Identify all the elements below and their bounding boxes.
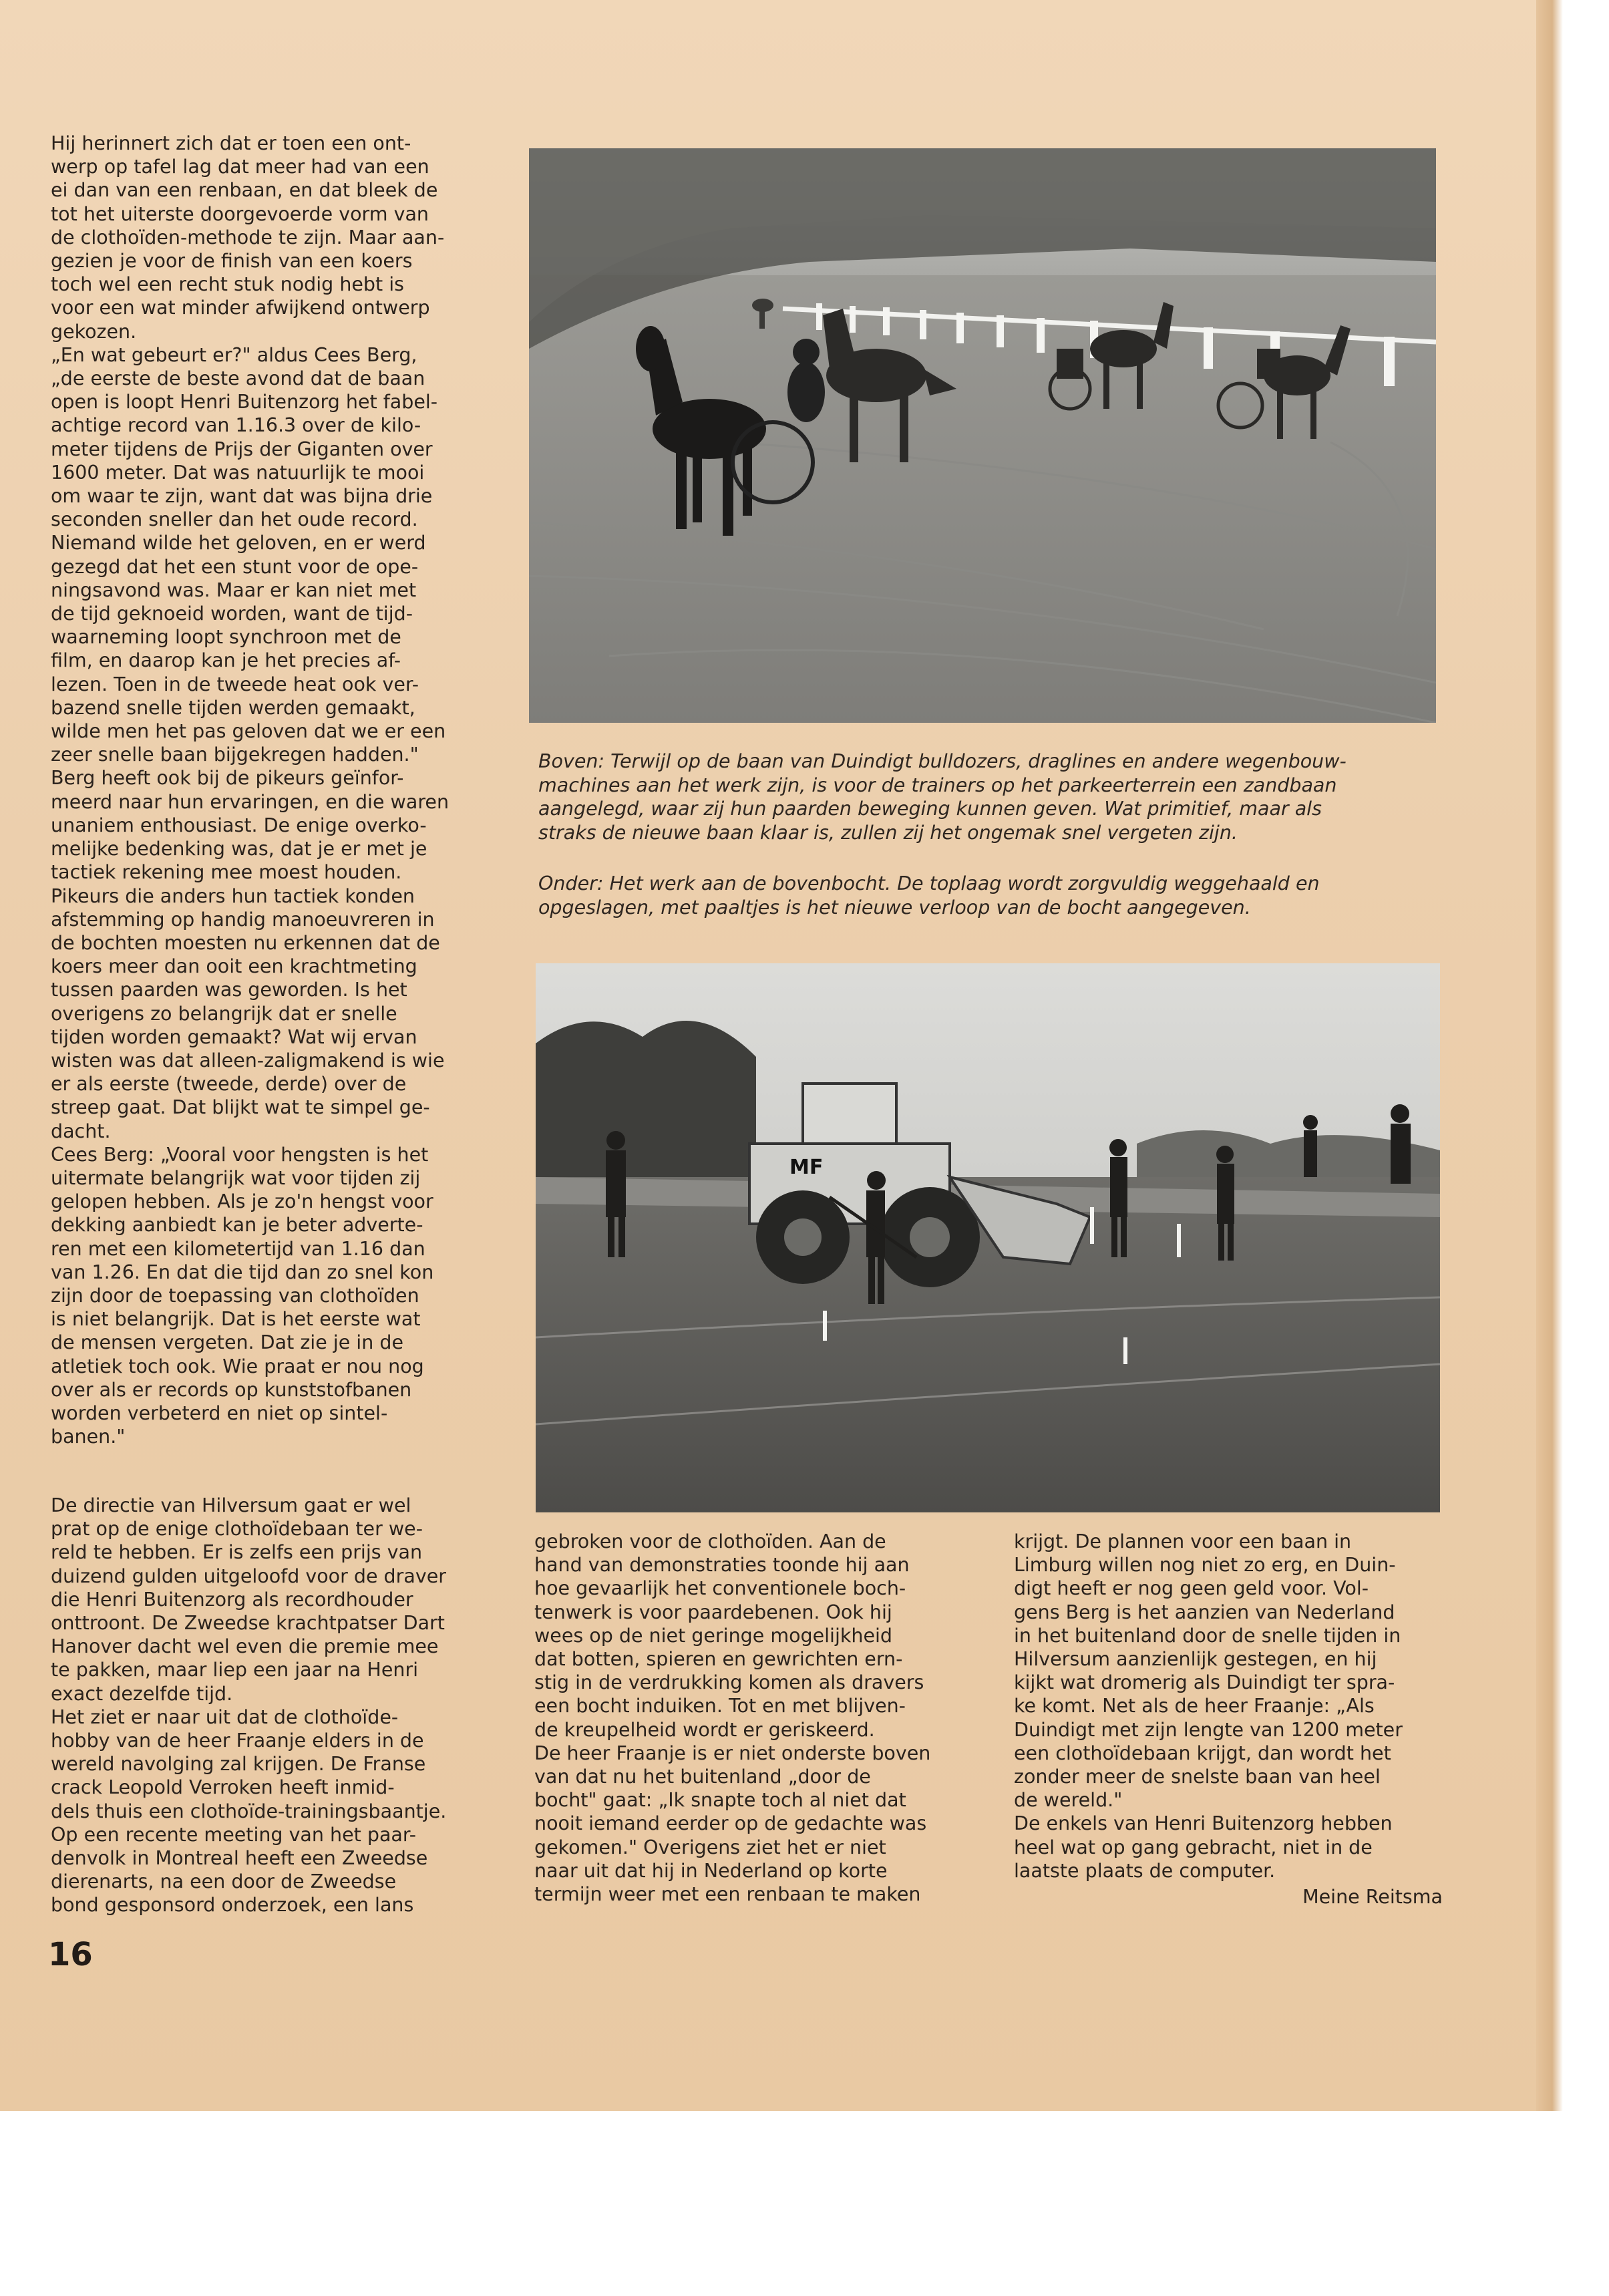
article-column-1-bottom: De directie van Hilversum gaat er wel prat op de enige clothoïdebaan ter we- reld te hebben. Er is zelfs een prijs van duizend gulden uitgeloofd voor de draver die Henri Buitenzorg als recordhouder onttroont. De Zweedse krachtpatser Dart Hanover dacht wel even die premie mee te pakken, maar liep een jaar na Henri exact dezelfde tijd. Het ziet er naar uit dat de clothoïde- hobby van de heer Fraanje elders in de wereld navolging zal krijgen. De Franse crack Leopold Verroken heeft inmid- dels thuis een clothoïde-trainingsbaantje. Op een recente meeting van het paar- denvolk in Montreal heeft een Zweedse dierenarts, na een door de Zweedse bond gesponsord onderzoek, een lans: [51, 1494, 447, 1917]
loader-mark: MF: [789, 1156, 824, 1179]
article-column-2: gebroken voor de clothoïden. Aan de hand van demonstraties toonde hij aan hoe gevaarlijk het conventionele boch- tenwerk is voor paardebenen. Ook hij wees op de niet geringe mogelijkheid dat botten, spieren en gewrichten ern- stig in de verdrukking komen als dravers een bocht induiken. Tot en met blijven- de kreupelheid wordt er geriskeerd. De heer Fraanje is er niet onderste boven van dat nu het buitenland „door de bocht" gaat: „Ik snapte toch al niet dat nooit iemand eerder op de gedachte was gekomen." Overigens ziet het er niet naar uit dat hij in Nederland op korte termijn weer met een renbaan te maken: [534, 1530, 931, 1906]
photo-horses-training: [529, 148, 1436, 723]
caption-bottom-photo: Onder: Het werk aan de bovenbocht. De toplaag wordt zorgvuldig weggehaald en opgeslagen, met paaltjes is het nieuwe verloop van de bocht aangegeven.: [538, 872, 1320, 919]
page-number: 16: [48, 1936, 93, 1973]
caption-top-photo: Boven: Terwijl op de baan van Duindigt bulldozers, draglines en andere wegenbouw- machines aan het werk zijn, is voor de trainers op het parkeerterrein een zandbaan aangelegd, waar zij hun paarden beweging kunnen geven. Wat primitief, maar als straks de nieuwe baan klaar is, zullen zij het ongemak snel vergeten zijn.: [538, 750, 1347, 844]
article-author: Meine Reitsma: [1302, 1886, 1443, 1908]
article-column-3: krijgt. De plannen voor een baan in Limburg willen nog niet zo erg, en Duin- digt heeft er nog geen geld voor. Vol- gens Berg is het aanzien van Nederland in het buitenland door de snelle tijden in Hilversum aanzienlijk gestegen, en hij kijkt wat dromerig als Duindigt ter spra- ke komt. Net als de heer Fraanje: „Als Duindigt met zijn lengte van 1200 meter een clothoïdebaan krijgt, dan wordt het zonder meer de snelste baan van heel de wereld." De enkels van Henri Buitenzorg hebben heel wat op gang gebracht, niet in de laatste plaats de computer.: [1014, 1530, 1403, 1882]
photo-earthworks-bend: [536, 963, 1440, 1512]
article-column-1-top: Hij herinnert zich dat er toen een ont- werp op tafel lag dat meer had van een ei dan van een renbaan, en dat bleek de tot het uiterste doorgevoerde vorm van de clothoïden-methode te zijn. Maar aan- gezien je voor de finish van een koers toch wel een recht stuk nodig hebt is voor een wat minder afwijkend ontwerp gekozen. „En wat gebeurt er?" aldus Cees Berg, „de eerste de beste avond dat de baan open is loopt Henri Buitenzorg het fabel- achtige record van 1.16.3 over de kilo- meter tijdens de Prijs der Giganten over 1600 meter. Dat was natuurlijk te mooi om waar te zijn, want dat was bijna drie seconden sneller dan het oude record. Niemand wilde het geloven, en er werd gezegd dat het een stunt voor de ope- ningsavond was. Maar er kan niet met de tijd geknoeid worden, want de tijd- waarneming loopt synchroon met de film, en daarop kan je het precies af- lezen. Toen in de tweede heat ook ver- bazend snelle tijden werden gemaakt, wilde men het pas geloven dat we er een zeer snelle baan bijgekregen hadden." Berg heeft ook bij de pikeurs geïnfor- meerd naar hun ervaringen, en die waren unaniem enthousiast. De enige overko- melijke bedenking was, dat je er met je tactiek rekening mee moest houden. Pikeurs die anders hun tactiek konden afstemming op handig manoeuvreren in de bochten moesten nu erkennen dat de koers meer dan ooit een krachtmeting tussen paarden was geworden. Is het overigens zo belangrijk dat er snelle tijden worden gemaakt? Wat wij ervan wisten was dat alleen-zaligmakend is wie er als eerste (tweede, derde) over de streep gaat. Dat blijkt wat te simpel ge- dacht. Cees Berg: „Vooral voor hengsten is het uitermate belangrijk wat voor tijden zij gelopen hebben. Als je zo'n hengst voor dekking aanbiedt kan je beter adverte- ren met een kilometertijd van 1.16 dan van 1.26. En dat die tijd dan zo snel kon zijn door de toepassing van clothoïden is niet belangrijk. Dat is het eerste wat de mensen vergeten. Dat zie je in de atletiek toch ook. Wie praat er nou nog over als er records op kunststofbanen worden verbeterd en niet op sintel- banen.": [51, 132, 450, 1448]
page-edge: [1536, 0, 1563, 2111]
